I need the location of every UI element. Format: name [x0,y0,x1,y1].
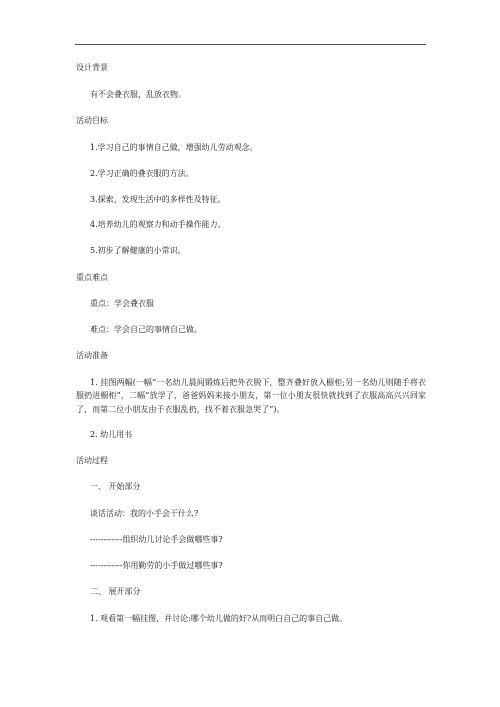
process-step-1: 1. 观看第一幅挂图，并讨论:哪个幼儿做的好?从而明白自己的事自己做。 [90,614,348,623]
section-heading-process: 活动过程 [76,456,108,465]
process-discuss-2: ------------你用勤劳的小手做过哪些事? [90,561,223,570]
section-heading-preparation: 活动准备 [76,351,108,360]
background-text: 有不会叠衣服，乱放衣物。 [90,90,186,99]
preparation-item-2: 2. 幼儿用书 [90,430,133,439]
process-talk-text: 谈话活动：我的小手会干什么? [90,509,199,518]
process-discuss-1: ------------组织幼儿讨论手会做哪些事? [90,535,223,544]
goal-item-2: 2.学习正确的叠衣服的方法。 [90,169,194,178]
process-part1-title: 一、 开始部分 [90,482,141,491]
goal-item-1: 1.学习自己的事情自己做，增强幼儿劳动观念。 [90,143,258,152]
section-heading-background: 设计背景 [76,63,108,72]
goal-item-4: 4.培养幼儿的观察力和动手操作能力。 [90,220,226,229]
process-part2-title: 二、 展开部分 [90,587,141,596]
key-point-text: 重点：学会叠衣服 [90,299,154,308]
preparation-item-1: 1. 挂图两幅(一幅“一名幼儿晨间锻炼后把外衣脱下，整齐叠好放入橱柜;另一名幼儿则随手将衣服扔进橱柜”，二幅“放学了，爸爸妈妈来接小朋友，第一位小朋友很快就找到了衣服高高兴兴回家了，而第二位小朋友由于衣服乱扔，找不着衣服急哭了”)。 [76,378,426,414]
difficulty-text: 难点：学会自己的事情自己做。 [90,325,202,334]
section-heading-goals: 活动目标 [76,116,108,125]
section-heading-key-points: 重点难点 [76,273,108,282]
goal-item-5: 5.初步了解健康的小常识。 [90,246,186,255]
goal-item-3: 3.探索、发现生活中的多样性及特征。 [90,195,226,204]
header-rule [75,44,426,45]
